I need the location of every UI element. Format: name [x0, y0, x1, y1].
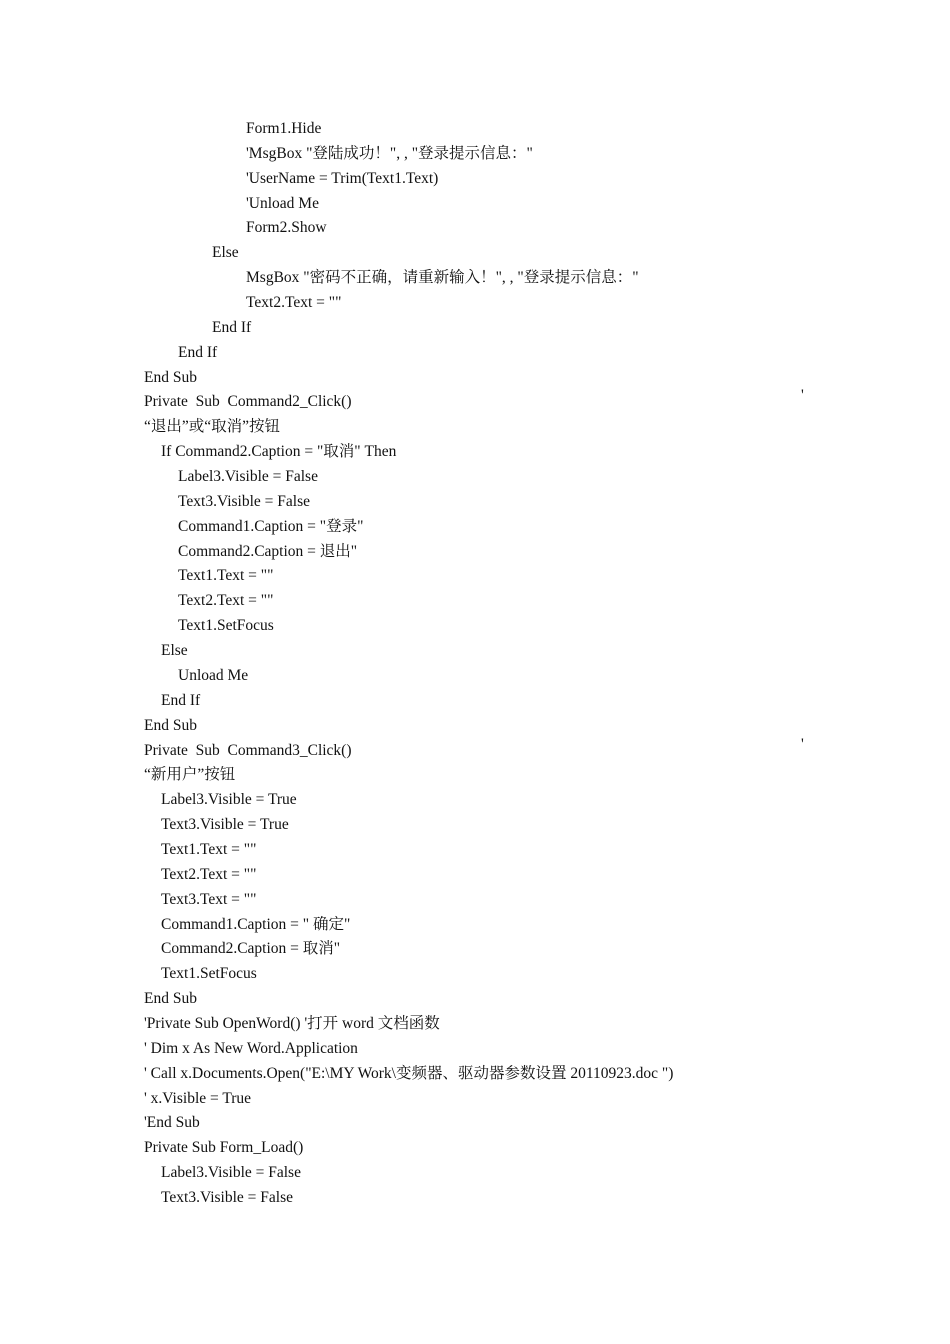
- code-line: 'End Sub: [144, 1114, 200, 1132]
- code-line: ' Call x.Documents.Open("E:\MY Work\变频器、驱动器参数设置 20110923.doc "): [144, 1064, 674, 1082]
- code-line: “退出”或“取消”按钮: [144, 418, 281, 436]
- code-line: End Sub: [144, 368, 197, 386]
- code-line: Text2.Text = "": [161, 865, 257, 883]
- code-line: Command2.Caption = 退出": [178, 542, 358, 560]
- code-line: MsgBox "密码不正确，请重新输入！", , "登录提示信息：": [246, 269, 639, 287]
- code-line: Text1.SetFocus: [178, 617, 274, 635]
- code-line: If Command2.Caption = "取消" Then: [161, 443, 397, 461]
- code-line: Else: [161, 642, 188, 660]
- code-line: Text1.Text = "": [161, 840, 257, 858]
- code-line: 'MsgBox "登陆成功！", , "登录提示信息：": [246, 144, 533, 162]
- code-line: Command1.Caption = "登录": [178, 517, 364, 535]
- code-line: Private Sub Form_Load(): [144, 1139, 304, 1157]
- code-line: Unload Me: [178, 666, 249, 684]
- code-line: End Sub: [144, 716, 197, 734]
- code-line: Text2.Text = "": [246, 294, 342, 312]
- trailing-comment-mark: ': [801, 735, 804, 753]
- code-line: Text3.Visible = False: [178, 492, 310, 510]
- code-line: Label3.Visible = False: [161, 1164, 301, 1182]
- code-line: Text1.SetFocus: [161, 965, 257, 983]
- code-line: Command1.Caption = " 确定": [161, 915, 351, 933]
- code-line: ' Dim x As New Word.Application: [144, 1039, 358, 1057]
- code-line: “新用户”按钮: [144, 766, 236, 784]
- code-line: Form2.Show: [246, 219, 327, 237]
- code-line: Form1.Hide: [246, 120, 322, 137]
- trailing-comment-mark: ': [801, 387, 804, 405]
- code-line: Text3.Text = "": [161, 890, 257, 908]
- code-line: End Sub: [144, 990, 197, 1008]
- code-line: End If: [178, 343, 218, 361]
- code-line: 'Unload Me: [246, 194, 319, 212]
- code-line: Text2.Text = "": [178, 592, 274, 610]
- code-line: Label3.Visible = True: [161, 791, 297, 809]
- code-line: Command2.Caption = 取消": [161, 940, 341, 958]
- code-line: 'Private Sub OpenWord() '打开 word 文档函数: [144, 1014, 440, 1032]
- code-line: ' x.Visible = True: [144, 1089, 252, 1107]
- code-line: Text1.Text = "": [178, 567, 274, 585]
- code-line: Else: [212, 244, 239, 262]
- code-line: Text3.Visible = False: [161, 1188, 293, 1206]
- code-line: End If: [212, 318, 252, 336]
- code-line: Label3.Visible = False: [178, 468, 318, 486]
- code-line: Private Sub Command2_Click(): [144, 393, 352, 411]
- code-line: End If: [161, 691, 201, 709]
- code-line: Text3.Visible = True: [161, 816, 289, 834]
- code-line: Private Sub Command3_Click(): [144, 741, 352, 759]
- code-line: 'UserName = Trim(Text1.Text): [246, 169, 439, 187]
